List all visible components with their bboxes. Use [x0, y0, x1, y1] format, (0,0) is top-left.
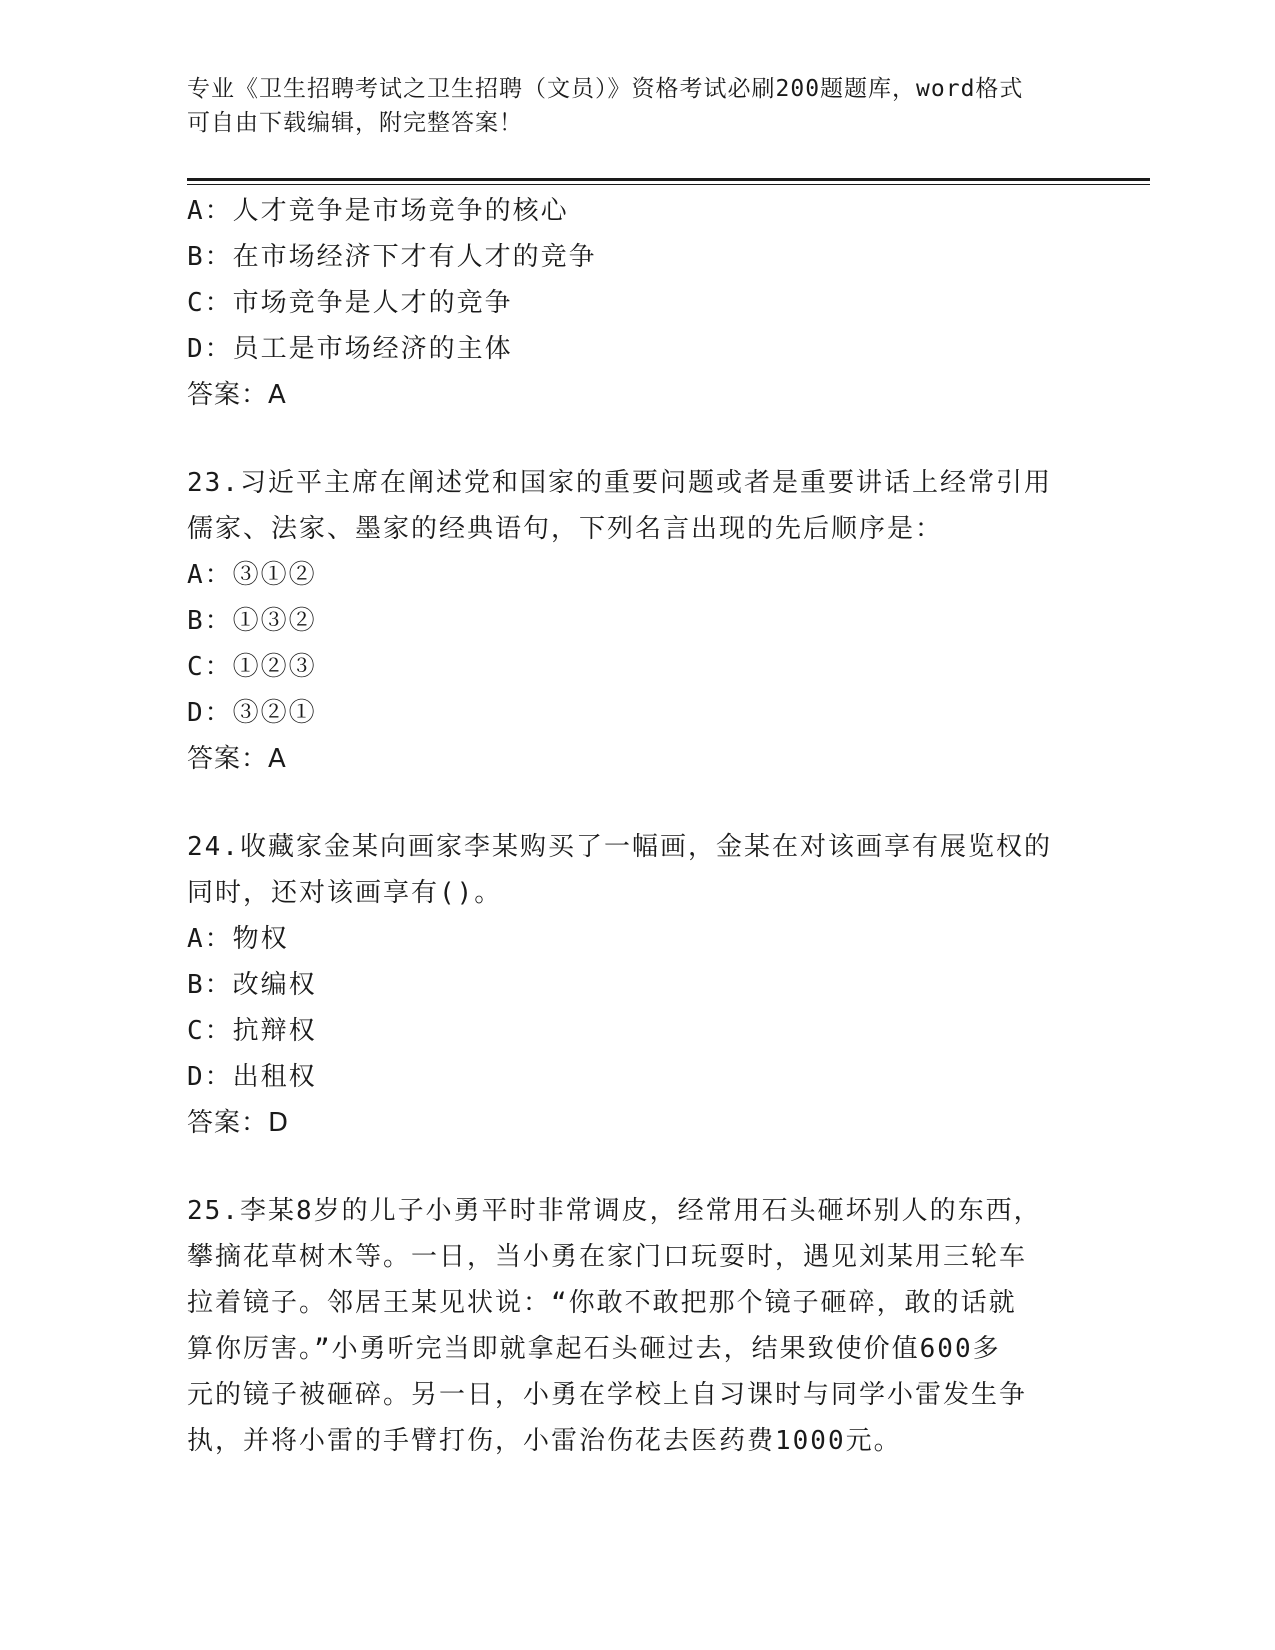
answer: 答案：A	[187, 744, 287, 774]
question-stem: 24.收藏家金某向画家李某购买了一幅画，金某在对该画享有展览权的	[187, 832, 1052, 862]
option-d: D：员工是市场经济的主体	[187, 334, 513, 364]
question-text-line: 25.李某8岁的儿子小勇平时非常调皮，经常用石头砸坏别人的东西，	[187, 1196, 1042, 1226]
question-stem: 23.习近平主席在阐述党和国家的重要问题或者是重要讲话上经常引用	[187, 468, 1052, 498]
question-text-line: 拉着镜子。邻居王某见状说：“你敢不敢把那个镜子砸碎，敢的话就	[187, 1288, 1017, 1318]
option-b: B：①③②	[187, 606, 317, 636]
option-c: C：市场竞争是人才的竞争	[187, 288, 513, 318]
option-b: B：在市场经济下才有人才的竞争	[187, 242, 597, 272]
question-stem: 同时，还对该画享有()。	[187, 878, 503, 908]
question-text-line: 攀摘花草树木等。一日，当小勇在家门口玩耍时，遇见刘某用三轮车	[187, 1242, 1028, 1272]
option-a: A：③①②	[187, 560, 317, 590]
header-line-2: 可自由下载编辑，附完整答案！	[187, 110, 523, 136]
question-text-line: 元的镜子被砸碎。另一日，小勇在学校上自习课时与同学小雷发生争	[187, 1380, 1028, 1410]
answer: 答案：A	[187, 380, 287, 410]
option-c: C：抗辩权	[187, 1016, 317, 1046]
option-c: C：①②③	[187, 652, 317, 682]
document-header	[187, 72, 1087, 140]
question-content	[187, 188, 1087, 1464]
option-a: A：物权	[187, 924, 289, 954]
question-text-line: 算你厉害。”小勇听完当即就拿起石头砸过去，结果致使价值600多	[187, 1334, 1001, 1364]
answer: 答案：D	[187, 1108, 290, 1138]
option-a: A：人才竞争是市场竞争的核心	[187, 196, 569, 226]
option-d: D：出租权	[187, 1062, 317, 1092]
header-rule-thick	[187, 178, 1150, 181]
question-stem: 儒家、法家、墨家的经典语句，下列名言出现的先后顺序是：	[187, 514, 944, 544]
option-d: D：③②①	[187, 698, 317, 728]
option-b: B：改编权	[187, 970, 317, 1000]
header-line-1: 专业《卫生招聘考试之卫生招聘（文员）》资格考试必刷200题题库，word格式	[187, 76, 1024, 102]
question-24	[187, 824, 1087, 1146]
question-23	[187, 460, 1087, 782]
header-rule-thin	[187, 184, 1150, 185]
question-25	[187, 1188, 1087, 1464]
question-text-line: 执，并将小雷的手臂打伤，小雷治伤花去医药费1000元。	[187, 1426, 902, 1456]
question-22	[187, 188, 1087, 418]
